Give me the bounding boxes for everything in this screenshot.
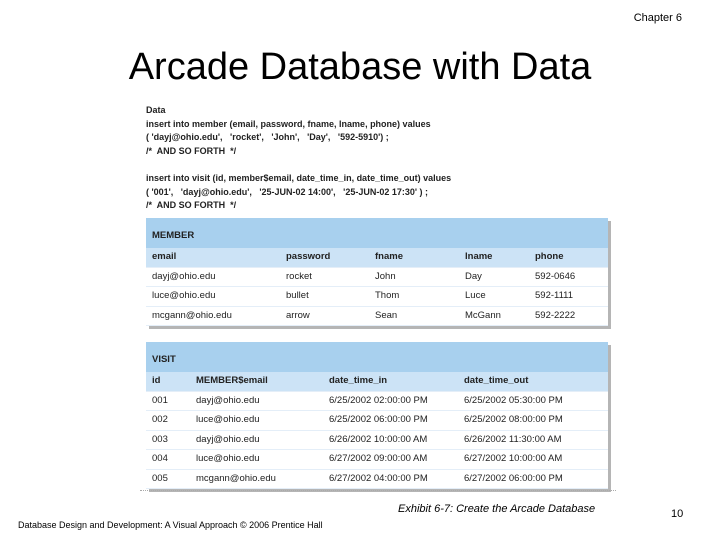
sql-comment: /* AND SO FORTH */	[146, 145, 237, 156]
sql-block	[146, 104, 451, 213]
table-cell: mcgann@ohio.edu	[152, 309, 232, 321]
slide-footer: Database Design and Development: A Visual Approach © 2006 Prentice Hall	[18, 520, 323, 530]
visit-table	[146, 342, 608, 489]
table-cell: arrow	[286, 309, 310, 321]
table-cell: 6/27/2002 04:00:00 PM	[329, 472, 428, 484]
table-cell: luce@ohio.edu	[152, 290, 216, 301]
table-cell: bullet	[286, 290, 309, 301]
table-cell: dayj@ohio.edu	[196, 433, 260, 445]
table-cell: 592-1111	[535, 290, 574, 301]
table-row	[146, 470, 608, 490]
table-header-row	[146, 372, 608, 392]
column-header: lname	[465, 251, 493, 262]
table-cell: luce@ohio.edu	[196, 414, 260, 425]
figure-divider	[140, 490, 616, 491]
table-cell: 003	[152, 433, 168, 445]
table-cell: mcgann@ohio.edu	[196, 472, 276, 484]
sql-line: ( 'dayj@ohio.edu', 'rocket', 'John', 'Day', '592-5910') ;	[146, 132, 389, 142]
sql-line: insert into member (email, password, fname, lname, phone) values	[146, 118, 431, 129]
table-row	[146, 287, 608, 307]
table-cell: McGann	[465, 309, 501, 321]
table-cell: 6/25/2002 05:30:00 PM	[464, 394, 563, 406]
table-cell: 592-0646	[535, 270, 576, 282]
table-cell: Sean	[375, 309, 398, 321]
member-table	[146, 218, 608, 326]
table-cell: dayj@ohio.edu	[152, 270, 216, 282]
table-cell: 6/27/2002 10:00:00 AM	[464, 453, 563, 464]
table-cell: luce@ohio.edu	[196, 453, 260, 464]
sql-line: ( '001', 'dayj@ohio.edu', '25-JUN-02 14:00', '25-JUN-02 17:30' ) ;	[146, 186, 428, 197]
table-header-row	[146, 248, 608, 268]
table-cell: 004	[152, 453, 168, 464]
table-row	[146, 268, 608, 288]
column-header: MEMBER$email	[196, 375, 268, 386]
table-row	[146, 307, 608, 327]
table-cell: dayj@ohio.edu	[196, 394, 260, 406]
table-name: MEMBER	[146, 218, 608, 248]
table-cell: 6/25/2002 06:00:00 PM	[329, 414, 428, 425]
slide-title: Arcade Database with Data	[128, 46, 592, 88]
sql-comment: /* AND SO FORTH */	[146, 200, 237, 210]
table-row	[146, 392, 608, 412]
table-cell: Luce	[465, 290, 486, 301]
table-row	[146, 431, 608, 451]
column-header: email	[152, 251, 177, 262]
table-cell: 001	[152, 394, 168, 406]
table-cell: 592-2222	[535, 309, 576, 321]
exhibit-caption: Exhibit 6-7: Create the Arcade Database	[398, 503, 596, 515]
column-header: date_time_out	[464, 375, 529, 386]
column-header: phone	[535, 251, 564, 262]
table-cell: Day	[465, 270, 482, 282]
table-cell: 6/27/2002 06:00:00 PM	[464, 472, 563, 484]
table-cell: 6/26/2002 11:30:00 AM	[464, 433, 562, 445]
table-cell: 002	[152, 414, 168, 425]
table-cell: 6/25/2002 08:00:00 PM	[464, 414, 563, 425]
sql-heading: Data	[146, 105, 166, 115]
sql-line: insert into visit (id, member$email, date_time_in, date_time_out) values	[146, 173, 452, 183]
table-cell: John	[375, 270, 396, 282]
column-header: id	[152, 375, 161, 386]
table-name: VISIT	[146, 342, 608, 372]
table-cell: 6/27/2002 09:00:00 AM	[329, 453, 428, 464]
exhibit-figure	[140, 100, 616, 492]
table-cell: 6/26/2002 10:00:00 AM	[329, 433, 428, 445]
table-cell: 6/25/2002 02:00:00 PM	[329, 394, 428, 406]
column-header: date_time_in	[329, 375, 388, 386]
table-cell: rocket	[286, 270, 312, 282]
table-row	[146, 450, 608, 470]
chapter-label: Chapter 6	[633, 12, 682, 24]
column-header: fname	[375, 251, 403, 262]
table-cell: Thom	[375, 290, 400, 301]
page-number: 10	[671, 508, 684, 520]
column-header: password	[286, 251, 331, 262]
table-row	[146, 411, 608, 431]
table-cell: 005	[152, 472, 168, 484]
